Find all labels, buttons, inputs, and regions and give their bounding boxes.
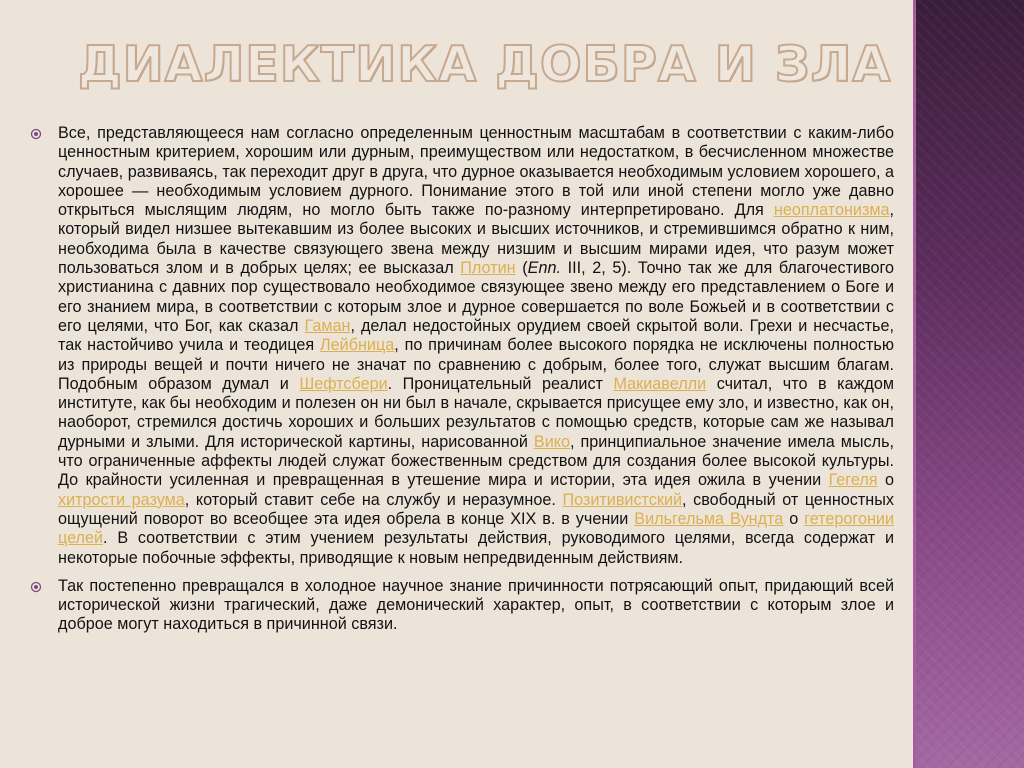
link-positivist[interactable]: Позитивистский bbox=[562, 490, 683, 509]
text-segment: III, 2, 5). Точно так же для благочестивого христианина с давних пор существовало необходимое связующее звено между его представлением о Боге и его знанием мира, в соответствии с которым злое и дурное совершается по воле Божьей и в соответствии с его целями, что Бог, как сказал bbox=[58, 259, 894, 335]
text-segment: , по причинам более высокого порядка не исключены полностью из природы вещей и почти ничего не значат по сравнению с добрым, более того, служат высшим благам. Подобным образом думал и bbox=[58, 336, 894, 393]
text-segment: , свободный от ценностных ощущений поворот во всеобщее эта идея обрела в конце XIX в. в учении bbox=[58, 490, 894, 528]
text-segment: , который ставит себе на службу и неразумное. bbox=[184, 490, 563, 509]
text-segment: о bbox=[783, 509, 805, 528]
text-segment: считал, что в каждом институте, как бы необходим и полезен он ни был в начале, скрывается присущее ему зло, и известно, как он, наоборот, стремился достичь хороших и больших результатов с помощью средств, которые сам же называл дурными и злыми. Для исторической картины, нарисованной bbox=[58, 374, 895, 451]
link-hamann[interactable]: Гаман bbox=[304, 316, 351, 335]
text-segment: . Проницательный реалист bbox=[387, 374, 614, 393]
text-segment: Все, представляющееся нам согласно определенным ценностным масштабам в соответствии с каким-либо ценностным критерием, хорошим или дурным, преимуществом или недостатком, в бесчисленном множестве случаев, развиваясь, так переходит друг в друга, что дурное оказывается необходимым условием хорошего, а хорошее — необходимым условием дурного. Понимание этого в той или иной степени могло уже давно открыться мыслящим людям, но могло быть также по-разному интерпретировано. Для bbox=[58, 124, 894, 220]
text-segment: , делал недостойных орудием своей скрытой воли. Грехи и несчастье, так настойчиво учила и теодицея bbox=[58, 316, 894, 355]
enneads-abbrev: Enn. bbox=[527, 259, 561, 278]
link-shaftesbury[interactable]: Шефтсбери bbox=[299, 374, 388, 393]
link-plotinus[interactable]: Плотин bbox=[460, 259, 516, 278]
circle-bullet-icon bbox=[30, 128, 42, 140]
text-segment: Так постепенно превращался в холодное научное знание причинности потрясающий опыт, придающий всей исторической жизни трагический, даже демонический характер, опыт, в соответствии с которым злое и доброе могут находиться в причинной связи. bbox=[58, 576, 894, 634]
text-segment: ( bbox=[515, 259, 528, 278]
text-segment: . В соответствии с этим учением результаты действия, руководимого целями, всегда содержат и некоторые побочные эффекты, приводящие к новым непредвиденным действиям. bbox=[58, 529, 894, 567]
link-wilhelm-wundt[interactable]: Вильгельма Вундта bbox=[634, 509, 784, 528]
link-heterogony-of-ends[interactable]: гетерогонии целей bbox=[58, 509, 895, 548]
slide-title: ДИАЛЕКТИКА ДОБРА И ЗЛА bbox=[78, 36, 892, 93]
text-segment: о bbox=[877, 471, 894, 490]
link-machiavelli[interactable]: Макиавелли bbox=[613, 374, 707, 393]
decorative-side-band bbox=[913, 0, 1024, 768]
slide-content bbox=[30, 124, 894, 644]
paragraph-1 bbox=[30, 124, 894, 568]
link-hegel[interactable]: Гегеля bbox=[828, 471, 878, 490]
circle-bullet-icon bbox=[30, 581, 42, 593]
link-vico[interactable]: Вико bbox=[533, 432, 570, 451]
text-segment: , принципиальное значение имела мысль, что ограниченные аффекты людей служат божественным средством для создания более высокой культуры. До крайности усиленная и превращенная в утешение мира и истории, эта идея ожила в учении bbox=[58, 432, 894, 490]
text-segment: , который видел низшее вытекавшим из более высоких и высших источников, и стремившимся обратно к ним, необходима была в качестве связующего звена между низшим и высшим мирами идея, что разум может пользоваться злом и в добрых целях; ее высказал bbox=[58, 201, 894, 278]
link-cunning-of-reason[interactable]: хитрости разума bbox=[58, 490, 185, 509]
paragraph-2 bbox=[30, 577, 894, 635]
link-leibniz[interactable]: Лейбница bbox=[320, 336, 395, 355]
link-neoplatonism[interactable]: неоплатонизма bbox=[773, 201, 890, 220]
